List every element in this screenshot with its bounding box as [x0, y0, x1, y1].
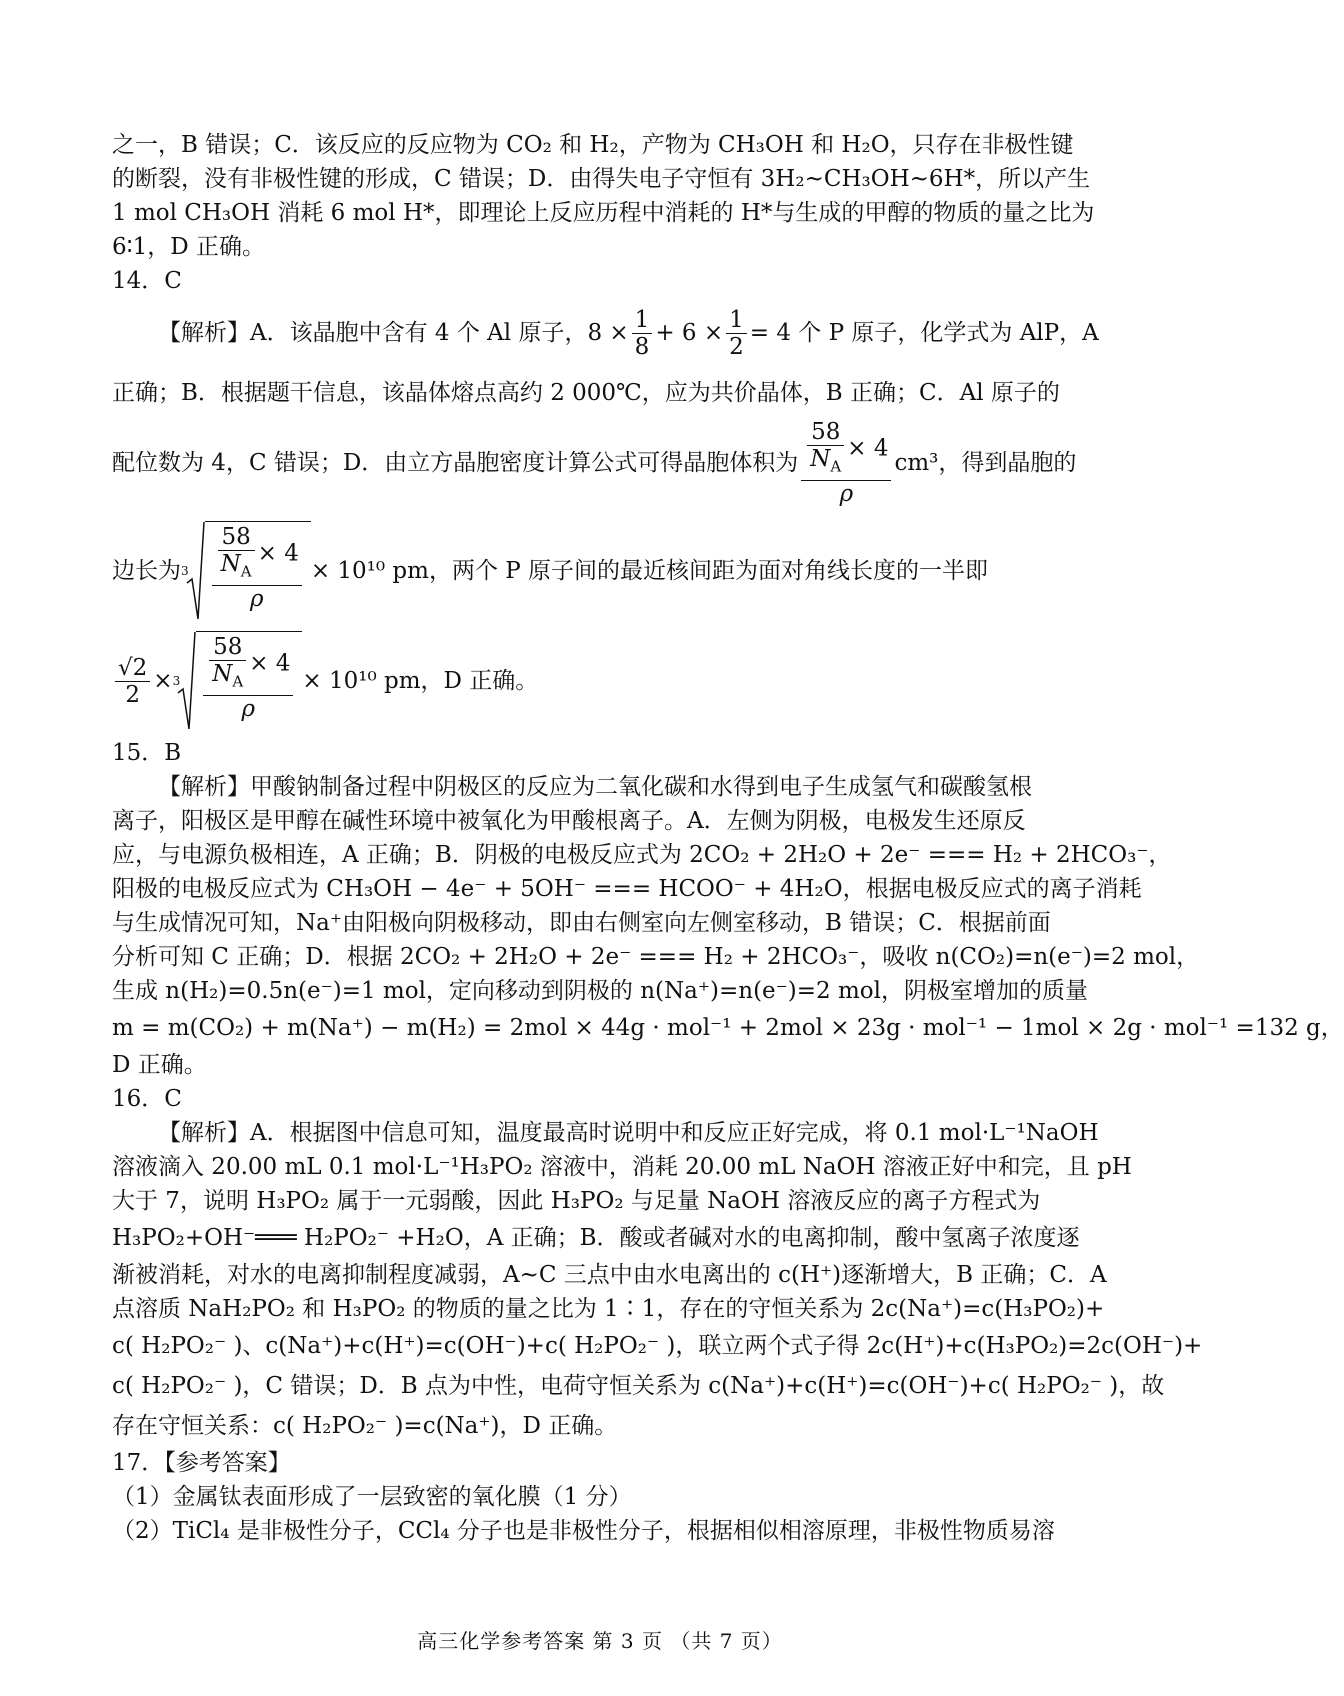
fraction-numerator: 58 [213, 634, 243, 660]
fraction-denominator [247, 586, 267, 612]
text-line: 生成 n(H₂)=0.5n(e⁻)=1 mol，定向移动到阴极的 n(Na⁺)=n(e⁻)=2 mol，阴极室增加的质量 [112, 978, 1088, 1004]
text-line: 之一，B 错误；C．该反应的反应物为 CO₂ 和 H₂，产物为 CH₃OH 和 H₂O，只存在非极性键 [112, 132, 1074, 158]
q14-distance-line [112, 626, 1102, 736]
text-line: 【解析】A．根据图中信息可知，温度最高时说明中和反应正好完成，将 0.1 mol·L⁻¹NaOH [158, 1120, 1099, 1146]
sqrt2-over-2 [115, 655, 150, 708]
text-line: 的断裂，没有非极性键的形成，C 错误；D．由得失电子守恒有 3H₂~CH₃OH~6H*，所以产生 [112, 166, 1091, 192]
fraction-denominator [239, 696, 259, 722]
q14-formula-line [112, 298, 1102, 368]
fraction-numerator: 58 [811, 419, 841, 446]
na-symbol: N [220, 551, 241, 577]
radical-sign-icon [187, 521, 205, 621]
times-four: × 4 [249, 650, 291, 677]
fraction-numerator: 1 [634, 306, 650, 333]
fraction-denominator: 2 [125, 681, 140, 708]
rho-symbol: ρ [241, 695, 256, 722]
text-line: m = m(CO₂) + m(Na⁺) − m(H₂) = 2mol × 44g · mol⁻¹ + 2mol × 23g · mol⁻¹ − 1mol × 2g · mol⁻¹ =132 g， [112, 1015, 1344, 1041]
volume-fraction [801, 419, 891, 507]
na-subscript: A [240, 562, 252, 581]
na-symbol: N [810, 446, 831, 473]
fraction-denominator [807, 446, 844, 480]
question-16-heading: 16．C [112, 1086, 182, 1112]
text-line: 6∶1，D 正确。 [112, 234, 266, 260]
text-line: 与生成情况可知，Na⁺由阳极向阴极移动，即由右侧室向左侧室移动，B 错误；C．根据前面 [112, 910, 1051, 936]
fraction-denominator [218, 551, 255, 585]
text-line: 【解析】甲酸钠制备过程中阴极区的反应为二氧化碳和水得到电子生成氢气和碳酸氢根 [158, 774, 1032, 800]
text-line: 正确；B．根据题干信息，该晶体熔点高约 2 000℃，应为共价晶体，B 正确；C．Al 原子的 [112, 380, 1060, 406]
fraction-numerator: 1 [729, 306, 744, 333]
fraction-numerator [801, 419, 891, 480]
text-segment: × 10¹⁰ pm，D 正确。 [302, 668, 539, 694]
root-body [196, 631, 302, 731]
root-index: 3 [172, 674, 181, 688]
question-14-heading: 14．C [112, 268, 182, 294]
fraction-denominator: 8 [634, 333, 650, 360]
times-sign: × [153, 668, 173, 694]
text-segment: = 4 个 P 原子，化学式为 AlP，A [749, 320, 1099, 346]
fraction-numerator: √2 [118, 654, 148, 681]
page-footer: 高三化学参考答案 第 3 页 （共 7 页） [417, 1629, 783, 1653]
text-segment: × 10¹⁰ pm，两个 P 原子间的最近核间距为面对角线长度的一半即 [310, 558, 989, 584]
fraction-numerator: 58 [221, 524, 251, 550]
text-line: D 正确。 [112, 1052, 207, 1078]
text-line: 分析可知 C 正确；D．根据 2CO₂ + 2H₂O + 2e⁻ === H₂ + 2HCO₃⁻，吸收 n(CO₂)=n(e⁻)=2 mol， [112, 944, 1200, 970]
times-four: × 4 [257, 540, 299, 567]
fraction-denominator [209, 661, 246, 695]
answer-content [112, 128, 1344, 1548]
fraction-numerator [203, 634, 293, 695]
volume-fraction [212, 524, 302, 612]
volume-fraction [203, 634, 293, 722]
text-line: （1）金属钛表面形成了一层致密的氧化膜（1 分） [112, 1484, 632, 1510]
text-line: 1 mol CH₃OH 消耗 6 mol H*，即理论上反应历程中消耗的 H*与生成的甲醇的物质的量之比为 [112, 200, 1095, 226]
text-segment: 边长为 [112, 558, 181, 584]
text-line: 溶液滴入 20.00 mL 0.1 mol·L⁻¹H₃PO₂ 溶液中，消耗 20.00 mL NaOH 溶液正好中和完，且 pH [112, 1154, 1132, 1180]
fraction-numerator [212, 524, 302, 585]
text-line: c( H₂PO₂⁻ )、c(Na⁺)+c(H⁺)=c(OH⁻)+c( H₂PO₂⁻ )，联立两个式子得 2c(H⁺)+c(H₃PO₂)=2c(OH⁻)+ [112, 1333, 1203, 1359]
rho-symbol: ρ [249, 585, 264, 612]
text-line: 渐被消耗，对水的电离抑制程度减弱，A~C 三点中由水电离出的 c(H⁺)逐渐增大，B 正确；C．A [112, 1262, 1107, 1288]
times-four: × 4 [847, 435, 889, 462]
text-segment: cm³，得到晶胞的 [894, 450, 1077, 476]
text-line: 应，与电源负极相连，A 正确；B．阴极的电极反应式为 2CO₂ + 2H₂O + 2e⁻ === H₂ + 2HCO₃⁻， [112, 842, 1172, 868]
58-over-na [209, 634, 246, 695]
question-15-heading: 15．B [112, 740, 182, 766]
text-line: H₃PO₂+OH⁻═══ H₂PO₂⁻ +H₂O，A 正确；B．酸或者碱对水的电离抑制，酸中氢离子浓度逐 [112, 1225, 1080, 1251]
fraction-denominator: 2 [729, 333, 744, 360]
fraction-1-8 [632, 307, 653, 360]
58-over-na [218, 524, 255, 585]
text-segment: 【解析】A．该晶胞中含有 4 个 Al 原子，8 × [158, 320, 629, 346]
na-symbol: N [212, 661, 233, 687]
fraction-denominator [837, 481, 857, 507]
question-17-heading: 17．【参考答案】 [112, 1450, 291, 1476]
fraction-1-2 [726, 307, 747, 360]
na-subscript: A [830, 457, 842, 476]
text-line: 大于 7，说明 H₃PO₂ 属于一元弱酸，因此 H₃PO₂ 与足量 NaOH 溶液反应的离子方程式为 [112, 1188, 1041, 1214]
text-line: 点溶质 NaH₂PO₂ 和 H₃PO₂ 的物质的量之比为 1∶1，存在的守恒关系为 2c(Na⁺)=c(H₃PO₂)+ [112, 1296, 1105, 1322]
root-body [205, 521, 311, 621]
rho-symbol: ρ [839, 480, 854, 507]
q14-volume-line [112, 414, 1102, 512]
text-segment: + 6 × [655, 320, 724, 346]
cube-root [173, 631, 303, 731]
cube-root [181, 521, 311, 621]
radical-sign-icon [178, 631, 196, 731]
text-line: （2）TiCl₄ 是非极性分子，CCl₄ 分子也是非极性分子，根据相似相溶原理，非极性物质易溶 [112, 1518, 1055, 1544]
text-line: 离子，阳极区是甲醇在碱性环境中被氧化为甲酸根离子。A．左侧为阴极，电极发生还原反 [112, 808, 1026, 834]
text-line: c( H₂PO₂⁻ )，C 错误；D．B 点为中性，电荷守恒关系为 c(Na⁺)+c(H⁺)=c(OH⁻)+c( H₂PO₂⁻ )，故 [112, 1373, 1165, 1399]
q14-edge-line [112, 516, 1102, 626]
na-subscript: A [232, 672, 244, 691]
58-over-na [807, 419, 844, 480]
text-line: 阳极的电极反应式为 CH₃OH − 4e⁻ + 5OH⁻ === HCOO⁻ + 4H₂O，根据电极反应式的离子消耗 [112, 876, 1142, 902]
text-segment: 配位数为 4，C 错误；D．由立方晶胞密度计算公式可得晶胞体积为 [112, 450, 799, 476]
root-index: 3 [181, 564, 189, 578]
text-line: 存在守恒关系：c( H₂PO₂⁻ )=c(Na⁺)，D 正确。 [112, 1413, 618, 1439]
